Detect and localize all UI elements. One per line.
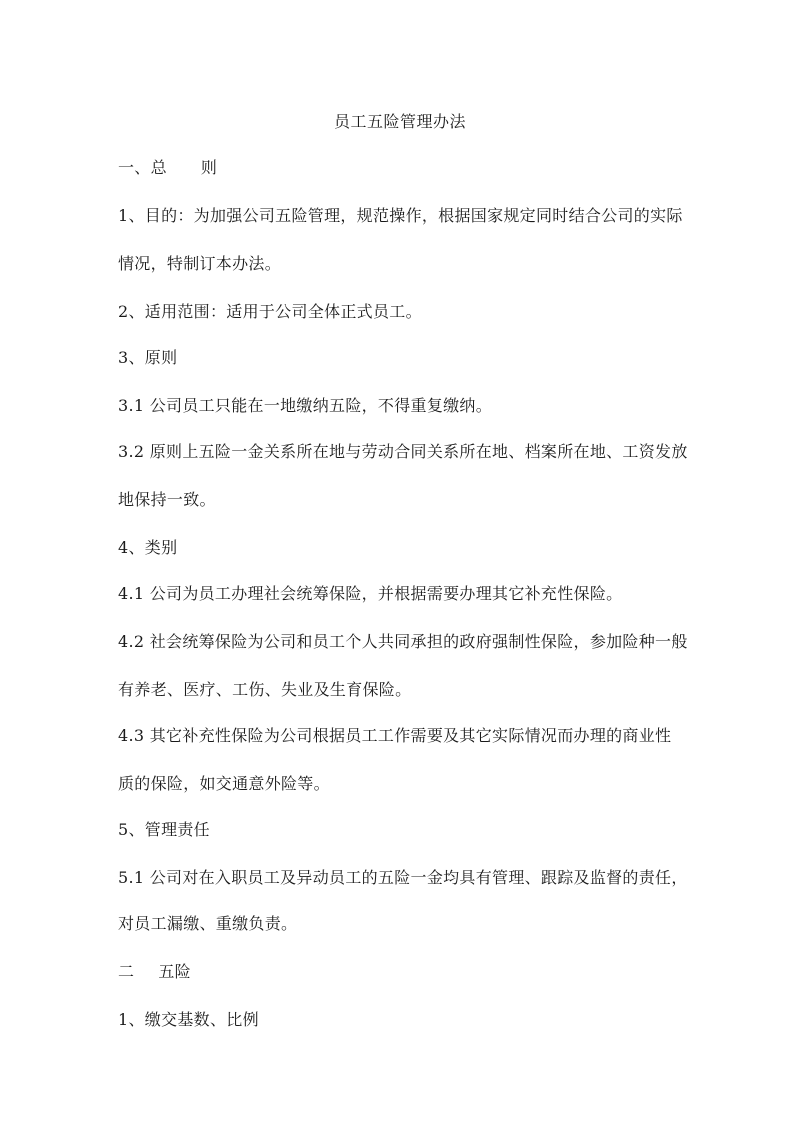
paragraph-5-heading: 5、管理责任 (118, 820, 210, 839)
section-2-heading-right: 五险 (158, 962, 191, 981)
paragraph-4-2-line-1: 4.2 社会统筹保险为公司和员工个人共同承担的政府强制性保险，参加险种一般 (118, 632, 688, 651)
paragraph-2: 2、适用范围：适用于公司全体正式员工。 (118, 302, 422, 321)
paragraph-4-2-line-2: 有养老、医疗、工伤、失业及生育保险。 (118, 680, 412, 699)
paragraph-3-heading: 3、原则 (118, 348, 178, 367)
section-1-heading-right: 则 (200, 158, 218, 177)
paragraph-4-3-line-1: 4.3 其它补充性保险为公司根据员工工作需要及其它实际情况而办理的商业性 (118, 726, 672, 745)
section-2-heading-left: 二 (118, 962, 135, 981)
paragraph-4-1: 4.1 公司为员工办理社会统筹保险，并根据需要办理其它补充性保险。 (118, 584, 623, 603)
paragraph-4-3-line-2: 质的保险，如交通意外险等。 (118, 774, 330, 793)
section-1-heading (118, 158, 217, 178)
document-title: 员工五险管理办法 (333, 112, 466, 131)
paragraph-3-2-line-1: 3.2 原则上五险一金关系所在地与劳动合同关系所在地、档案所在地、工资发放 (118, 442, 688, 461)
paragraph-4-heading: 4、类别 (118, 538, 178, 557)
paragraph-5-1-line-1: 5.1 公司对在入职员工及异动员工的五险一金均具有管理、跟踪及监督的责任， (118, 868, 688, 887)
section-1-heading-left: 一、总 (118, 158, 167, 177)
paragraph-1-line-1: 1、目的：为加强公司五险管理，规范操作，根据国家规定同时结合公司的实际 (118, 206, 683, 225)
section-2-heading (118, 962, 191, 982)
paragraph-5-1-line-2: 对员工漏缴、重缴负责。 (118, 914, 298, 933)
paragraph-3-1: 3.1 公司员工只能在一地缴纳五险，不得重复缴纳。 (118, 396, 493, 415)
paragraph-1-line-2: 情况，特制订本办法。 (118, 254, 282, 273)
paragraph-3-2-line-2: 地保持一致。 (118, 490, 216, 509)
section-2-paragraph-1: 1、缴交基数、比例 (118, 1010, 259, 1029)
